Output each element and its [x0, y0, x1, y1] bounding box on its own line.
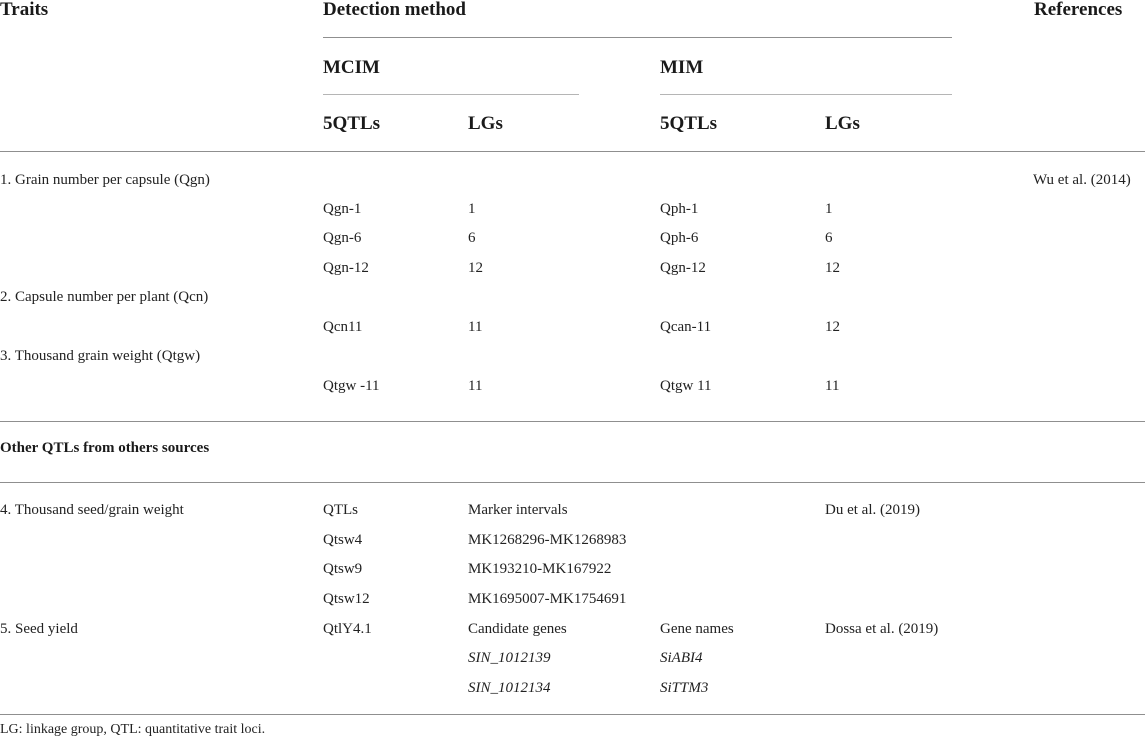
trait-1-row-1-mim-lg: 1	[825, 201, 833, 217]
trait-2-row-1-mcim-qtl: Qcn11	[323, 319, 363, 335]
trait-2-row-1-mim-qtl: Qcan-11	[660, 319, 712, 335]
trait-5-gene-names-header: Gene names	[660, 621, 734, 637]
trait-1-label: 1. Grain number per capsule (Qgn)	[0, 172, 210, 188]
header-traits: Traits	[0, 0, 49, 20]
footnote: LG: linkage group, QTL: quantitative trait loci.	[0, 722, 266, 737]
table-bottom-rule	[0, 714, 1145, 715]
trait-1-row-1-mcim-qtl: Qgn-1	[323, 201, 362, 217]
trait-1-row-2-mcim-qtl: Qgn-6	[323, 230, 362, 246]
trait-3-row-1-mim-qtl: Qtgw 11	[660, 378, 712, 394]
trait-5-row-2-name: SiTTM3	[660, 680, 709, 696]
trait-1-reference: Wu et al. (2014)	[1033, 172, 1131, 188]
trait-1-row-3-mim-qtl: Qgn-12	[660, 260, 706, 276]
trait-3-row-1-mcim-qtl: Qtgw -11	[323, 378, 380, 394]
trait-4-row-1-interval: MK1268296-MK1268983	[468, 532, 627, 548]
header-mcim-qtls: 5QTLs	[323, 113, 381, 134]
other-section-rule	[0, 482, 1145, 483]
other-section-title: Other QTLs from others sources	[0, 440, 210, 456]
trait-5-qtl: QtlY4.1	[323, 621, 372, 637]
header-mcim-lgs: LGs	[468, 113, 503, 134]
trait-1-row-3-mim-lg: 12	[825, 260, 840, 276]
detection-method-rule	[323, 37, 952, 38]
trait-4-row-2-interval: MK193210-MK167922	[468, 561, 612, 577]
mim-rule	[660, 94, 952, 95]
trait-5-label: 5. Seed yield	[0, 621, 78, 637]
trait-5-row-1-name: SiABI4	[660, 650, 703, 666]
trait-5-row-2-gene: SIN_1012134	[468, 680, 551, 696]
trait-1-row-2-mcim-lg: 6	[468, 230, 476, 246]
trait-4-marker-intervals-header: Marker intervals	[468, 502, 568, 518]
trait-4-row-3-qtl: Qtsw12	[323, 591, 370, 607]
section-divider-rule	[0, 421, 1145, 422]
header-references: References	[1034, 0, 1123, 20]
trait-1-row-2-mim-lg: 6	[825, 230, 833, 246]
trait-3-label: 3. Thousand grain weight (Qtgw)	[0, 348, 201, 364]
trait-2-row-1-mcim-lg: 11	[468, 319, 483, 335]
header-mim: MIM	[660, 57, 704, 78]
trait-5-row-1-gene: SIN_1012139	[468, 650, 551, 666]
trait-4-row-3-interval: MK1695007-MK1754691	[468, 591, 627, 607]
trait-4-reference: Du et al. (2019)	[825, 502, 920, 518]
trait-4-qtls-header: QTLs	[323, 502, 358, 518]
trait-3-row-1-mim-lg: 11	[825, 378, 840, 394]
header-mim-lgs: LGs	[825, 113, 860, 134]
trait-5-reference: Dossa et al. (2019)	[825, 621, 939, 637]
mcim-rule	[323, 94, 579, 95]
header-mcim: MCIM	[323, 57, 380, 78]
header-bottom-rule	[0, 151, 1145, 152]
trait-1-row-3-mcim-lg: 12	[468, 260, 483, 276]
trait-2-label: 2. Capsule number per plant (Qcn)	[0, 289, 209, 305]
trait-5-candidate-genes-header: Candidate genes	[468, 621, 567, 637]
trait-2-row-1-mim-lg: 12	[825, 319, 840, 335]
header-mim-qtls: 5QTLs	[660, 113, 718, 134]
trait-1-row-1-mim-qtl: Qph-1	[660, 201, 699, 217]
trait-1-row-3-mcim-qtl: Qgn-12	[323, 260, 369, 276]
trait-1-row-1-mcim-lg: 1	[468, 201, 476, 217]
trait-4-row-2-qtl: Qtsw9	[323, 561, 363, 577]
trait-3-row-1-mcim-lg: 11	[468, 378, 483, 394]
trait-4-label: 4. Thousand seed/grain weight	[0, 502, 184, 518]
header-detection-method: Detection method	[323, 0, 466, 20]
trait-4-row-1-qtl: Qtsw4	[323, 532, 363, 548]
trait-1-row-2-mim-qtl: Qph-6	[660, 230, 699, 246]
